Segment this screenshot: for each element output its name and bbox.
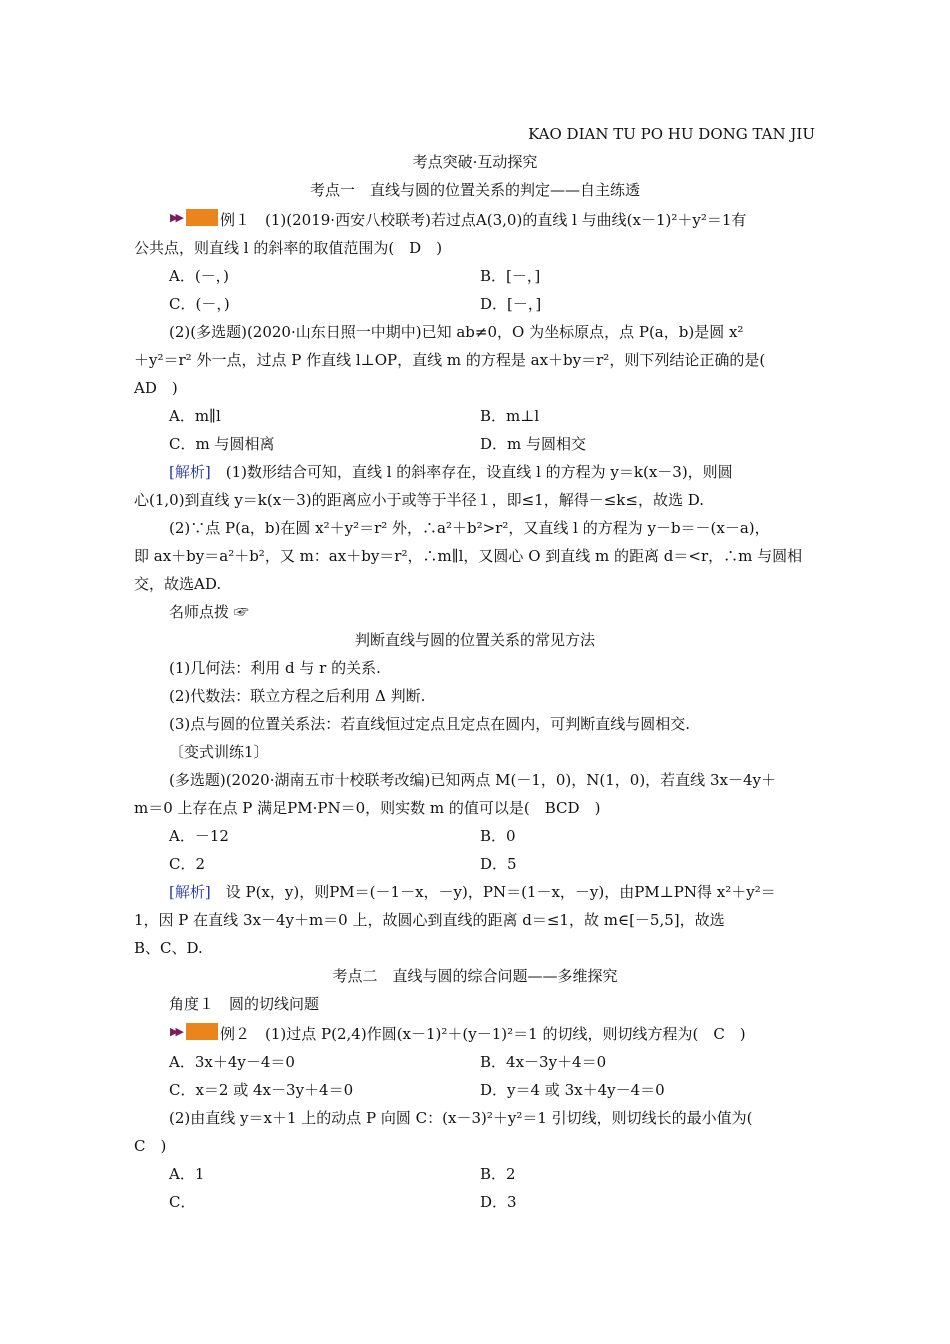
analysis-tag: [解析]: [169, 463, 211, 481]
example1-question2-line2: ＋y²＝r² 外一点，过点 P 作直线 l⊥OP，直线 m 的方程是 ax＋by＝r²，则下列结论正确的是(: [134, 351, 766, 369]
analysis2-line1: [169, 882, 776, 902]
analysis1-line5: 交，故选AD.: [134, 575, 222, 593]
example2-q1-text: (1)过点 P(2,4)作圆(x－1)²＋(y－1)²＝1 的切线，则切线方程为( C ): [265, 1025, 746, 1043]
double-arrow-icon: ▶▶: [170, 211, 181, 224]
example2-label: 例２: [220, 1025, 251, 1043]
analysis1-line4: 即 ax＋by＝a²＋b²，又 m：ax＋by＝r²，∴m∥l，又圆心 O 到直线 m 的距离 d＝<r，∴m 与圆相: [134, 547, 803, 565]
ex1-q1-option-d: D．[－，]: [480, 295, 542, 313]
analysis2-line3: B、C、D.: [134, 939, 203, 957]
analysis1-text: (1)数形结合可知，直线 l 的斜率存在，设直线 l 的方程为 y＝k(x－3)，则圆: [210, 463, 733, 481]
ex1-q2-option-c: C．m 与圆相离: [169, 435, 275, 453]
analysis2-line2: 1，因 P 在直线 3x－4y＋m＝0 上，故圆心到直线的距离 d＝≤1，故 m∈[－5,5]，故选: [134, 911, 725, 929]
ex1-q2-option-d: D．m 与圆相交: [480, 435, 587, 453]
example1-question1-line1: [220, 210, 746, 230]
ex2-q2-option-c: C．: [169, 1193, 196, 1211]
variant-option-c: C．2: [169, 855, 206, 873]
example-marker-icon: [170, 1023, 218, 1041]
ex2-q2-option-d: D．3: [480, 1193, 517, 1211]
variant-title: 〔变式训练1〕: [169, 743, 269, 761]
variant-option-b: B．0: [480, 827, 516, 845]
analysis-tag: [解析]: [169, 883, 211, 901]
example-marker-icon: [170, 209, 218, 227]
example1-q1-text: (1)(2019·西安八校联考)若过点A(3,0)的直线 l 与曲线(x－1)²＋y²＝1有: [265, 211, 747, 229]
point2-title: 考点二 直线与圆的综合问题——多维探究: [332, 967, 618, 985]
example1-question2-line1: (2)(多选题)(2020·山东日照一中期中)已知 ab≠0，O 为坐标原点，点 P(a，b)是圆 x²: [169, 323, 744, 341]
example2-question2-line1: (2)由直线 y＝x＋1 上的动点 P 向圆 C：(x－3)²＋y²＝1 引切线，则切线长的最小值为(: [169, 1109, 753, 1127]
point1-title: 考点一 直线与圆的位置关系的判定——自主练透: [309, 181, 640, 199]
section-title: 考点突破·互动探究: [412, 153, 538, 171]
tips-item: (3)点与圆的位置关系法：若直线恒过定点且定点在圆内，可判断直线与圆相交.: [169, 715, 691, 733]
double-arrow-icon: ▶▶: [170, 1025, 181, 1038]
ex2-q1-option-a: A．3x＋4y－4＝0: [169, 1053, 295, 1071]
tips-heading: 名师点拨 ☞: [169, 603, 249, 621]
tips-title: 判断直线与圆的位置关系的常见方法: [354, 631, 595, 649]
example1-question2-line3: AD ): [134, 379, 178, 397]
ex1-q1-option-b: B．[－，]: [480, 267, 541, 285]
analysis1-line2: 心(1,0)到直线 y＝k(x－3)的距离应小于或等于半径１，即≤1，解得－≤k≤，故选 D.: [134, 491, 704, 509]
variant-line2: m＝0 上存在点 P 满足PM·PN＝0，则实数 m 的值可以是( BCD ): [134, 799, 601, 817]
ex1-q1-option-c: C．(－，): [169, 295, 230, 313]
example2-question2-line2: C ): [134, 1137, 167, 1155]
example1-question1-line2: 公共点，则直线 l 的斜率的取值范围为( D ): [134, 239, 443, 257]
ex2-q1-option-c: C．x＝2 或 4x－3y＋4＝0: [169, 1081, 354, 1099]
example2-question1: [220, 1024, 746, 1044]
tips-item: (1)几何法：利用 d 与 r 的关系.: [169, 659, 381, 677]
analysis1-line1: [169, 462, 733, 482]
tips-item: (2)代数法：联立方程之后利用 Δ 判断.: [169, 687, 426, 705]
analysis1-line3: (2)∵点 P(a，b)在圆 x²＋y²＝r² 外，∴a²＋b²>r²，又直线 l 的方程为 y－b＝－(x－a)，: [169, 519, 770, 537]
example1-label: 例１: [220, 211, 251, 229]
ex1-q1-option-a: A．(－，): [169, 267, 230, 285]
variant-option-d: D．5: [480, 855, 517, 873]
variant-option-a: A．－12: [169, 827, 229, 845]
header-pinyin: KAO DIAN TU PO HU DONG TAN JIU: [528, 125, 815, 143]
angle1-title: 角度１ 圆的切线问题: [169, 995, 320, 1013]
ex2-q1-option-b: B．4x－3y＋4＝0: [480, 1053, 607, 1071]
analysis2-text: 设 P(x，y)，则PM＝(－1－x，－y)，PN＝(1－x，－y)，由PM⊥PN得 x²＋y²＝: [210, 883, 776, 901]
ex2-q2-option-a: A．1: [169, 1165, 205, 1183]
ex1-q2-option-b: B．m⊥l: [480, 407, 540, 425]
variant-line1: (多选题)(2020·湖南五市十校联考改编)已知两点 M(－1，0)，N(1，0)，若直线 3x－4y＋: [169, 771, 776, 789]
ex2-q1-option-d: D．y＝4 或 3x＋4y－4＝0: [480, 1081, 665, 1099]
ex1-q2-option-a: A．m∥l: [169, 407, 221, 425]
ex2-q2-option-b: B．2: [480, 1165, 516, 1183]
